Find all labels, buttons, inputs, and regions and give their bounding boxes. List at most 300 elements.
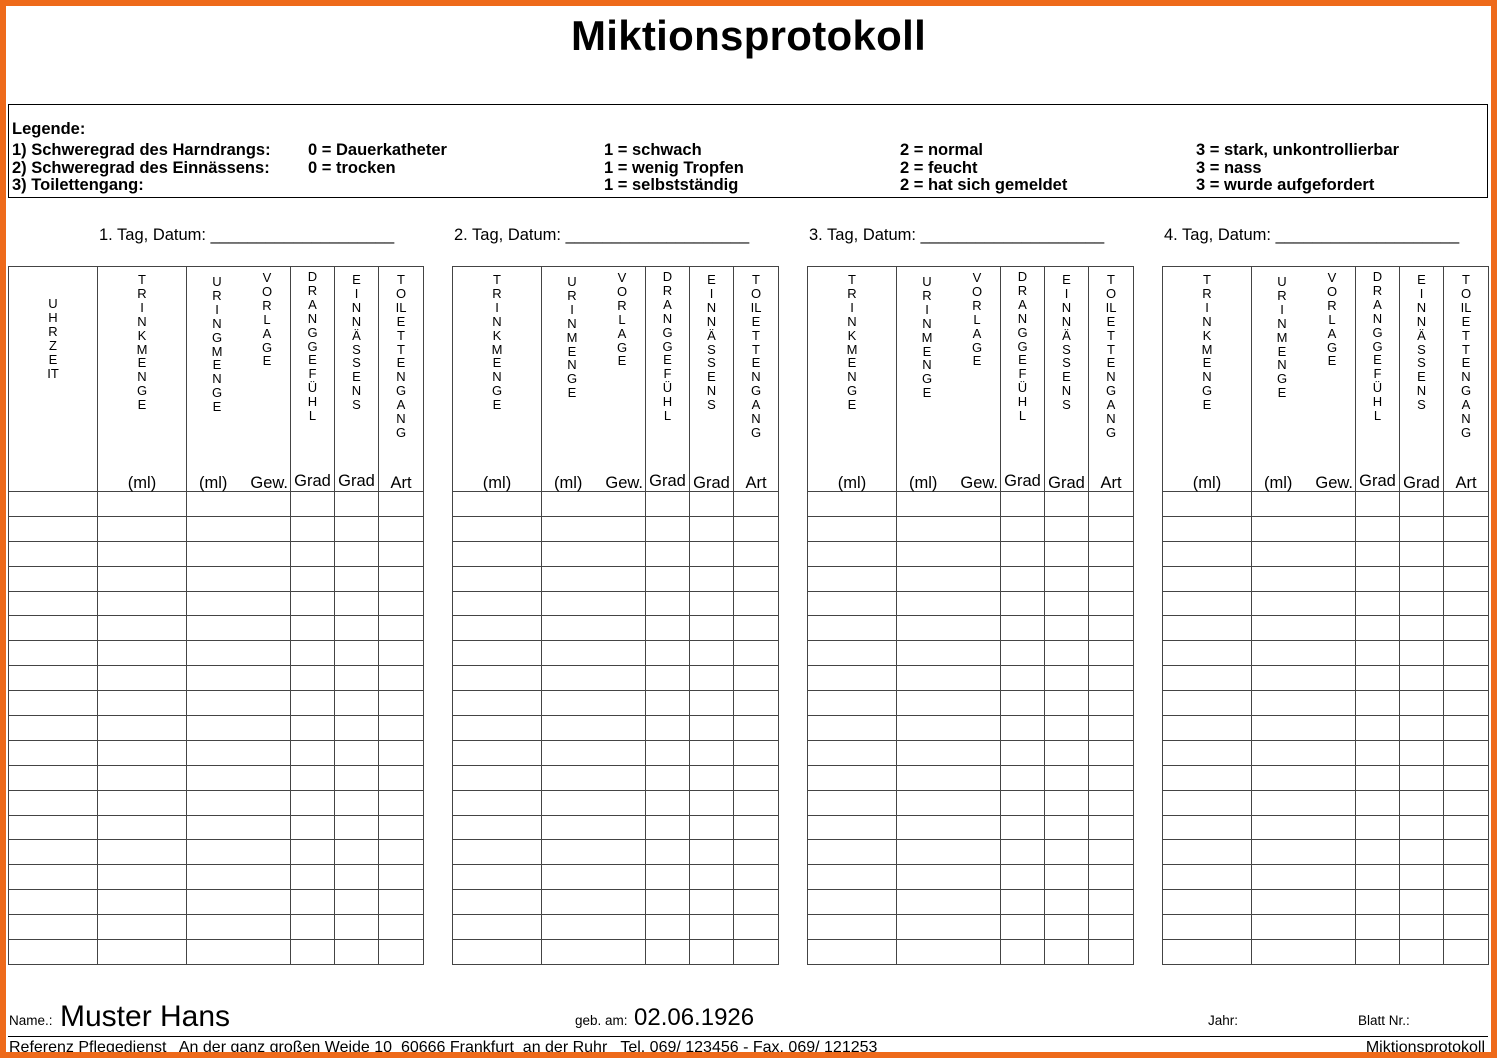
entry-cell[interactable] xyxy=(1001,541,1045,566)
entry-cell[interactable] xyxy=(187,790,291,815)
entry-cell[interactable] xyxy=(1163,591,1252,616)
entry-cell[interactable] xyxy=(1001,740,1045,765)
entry-cell[interactable] xyxy=(379,566,424,591)
entry-cell[interactable] xyxy=(187,691,291,716)
entry-cell[interactable] xyxy=(187,541,291,566)
entry-cell[interactable] xyxy=(690,691,734,716)
entry-cell[interactable] xyxy=(453,865,542,890)
entry-cell[interactable] xyxy=(291,666,335,691)
entry-cell[interactable] xyxy=(335,492,379,517)
entry-cell[interactable] xyxy=(646,666,690,691)
entry-cell[interactable] xyxy=(542,865,646,890)
entry-cell[interactable] xyxy=(1001,591,1045,616)
entry-cell[interactable] xyxy=(734,616,779,641)
entry-cell[interactable] xyxy=(1089,541,1134,566)
entry-cell[interactable] xyxy=(335,541,379,566)
entry-cell[interactable] xyxy=(335,566,379,591)
entry-cell[interactable] xyxy=(1001,815,1045,840)
entry-cell[interactable] xyxy=(1400,666,1444,691)
entry-cell[interactable] xyxy=(187,740,291,765)
entry-cell[interactable] xyxy=(1089,915,1134,940)
entry-cell[interactable] xyxy=(646,865,690,890)
entry-cell[interactable] xyxy=(690,591,734,616)
entry-cell[interactable] xyxy=(734,716,779,741)
entry-cell[interactable] xyxy=(9,716,98,741)
entry-cell[interactable] xyxy=(1045,666,1089,691)
entry-cell[interactable] xyxy=(1400,541,1444,566)
entry-cell[interactable] xyxy=(1045,591,1089,616)
entry-cell[interactable] xyxy=(808,840,897,865)
entry-cell[interactable] xyxy=(646,740,690,765)
entry-cell[interactable] xyxy=(9,840,98,865)
entry-cell[interactable] xyxy=(335,915,379,940)
entry-cell[interactable] xyxy=(1252,815,1356,840)
entry-cell[interactable] xyxy=(542,815,646,840)
entry-cell[interactable] xyxy=(9,641,98,666)
entry-cell[interactable] xyxy=(9,890,98,915)
entry-cell[interactable] xyxy=(808,716,897,741)
entry-cell[interactable] xyxy=(98,940,187,965)
entry-cell[interactable] xyxy=(1252,865,1356,890)
entry-cell[interactable] xyxy=(1356,840,1400,865)
entry-cell[interactable] xyxy=(1001,691,1045,716)
entry-cell[interactable] xyxy=(187,765,291,790)
entry-cell[interactable] xyxy=(1400,915,1444,940)
entry-cell[interactable] xyxy=(1045,641,1089,666)
entry-cell[interactable] xyxy=(335,691,379,716)
entry-cell[interactable] xyxy=(291,541,335,566)
entry-cell[interactable] xyxy=(1045,566,1089,591)
entry-cell[interactable] xyxy=(1356,716,1400,741)
entry-cell[interactable] xyxy=(1252,716,1356,741)
entry-cell[interactable] xyxy=(1163,541,1252,566)
entry-cell[interactable] xyxy=(734,790,779,815)
entry-cell[interactable] xyxy=(1400,815,1444,840)
entry-cell[interactable] xyxy=(734,840,779,865)
entry-cell[interactable] xyxy=(1001,790,1045,815)
entry-cell[interactable] xyxy=(1089,716,1134,741)
entry-cell[interactable] xyxy=(1252,915,1356,940)
entry-cell[interactable] xyxy=(187,940,291,965)
entry-cell[interactable] xyxy=(734,740,779,765)
entry-cell[interactable] xyxy=(453,890,542,915)
entry-cell[interactable] xyxy=(98,915,187,940)
entry-cell[interactable] xyxy=(1356,940,1400,965)
entry-cell[interactable] xyxy=(1163,691,1252,716)
entry-cell[interactable] xyxy=(808,516,897,541)
entry-cell[interactable] xyxy=(734,492,779,517)
entry-cell[interactable] xyxy=(1356,666,1400,691)
entry-cell[interactable] xyxy=(808,541,897,566)
entry-cell[interactable] xyxy=(734,865,779,890)
entry-cell[interactable] xyxy=(690,516,734,541)
entry-cell[interactable] xyxy=(335,815,379,840)
entry-cell[interactable] xyxy=(808,492,897,517)
entry-cell[interactable] xyxy=(9,541,98,566)
entry-cell[interactable] xyxy=(9,790,98,815)
entry-cell[interactable] xyxy=(1252,616,1356,641)
entry-cell[interactable] xyxy=(187,566,291,591)
entry-cell[interactable] xyxy=(542,890,646,915)
entry-cell[interactable] xyxy=(542,616,646,641)
entry-cell[interactable] xyxy=(291,815,335,840)
entry-cell[interactable] xyxy=(542,666,646,691)
entry-cell[interactable] xyxy=(1444,666,1489,691)
entry-cell[interactable] xyxy=(98,790,187,815)
entry-cell[interactable] xyxy=(897,691,1001,716)
entry-cell[interactable] xyxy=(1444,740,1489,765)
entry-cell[interactable] xyxy=(9,566,98,591)
entry-cell[interactable] xyxy=(1356,915,1400,940)
entry-cell[interactable] xyxy=(453,641,542,666)
entry-cell[interactable] xyxy=(734,915,779,940)
entry-cell[interactable] xyxy=(1163,790,1252,815)
entry-cell[interactable] xyxy=(646,840,690,865)
entry-cell[interactable] xyxy=(897,765,1001,790)
entry-cell[interactable] xyxy=(187,865,291,890)
entry-cell[interactable] xyxy=(98,691,187,716)
entry-cell[interactable] xyxy=(291,915,335,940)
entry-cell[interactable] xyxy=(453,716,542,741)
entry-cell[interactable] xyxy=(808,616,897,641)
entry-cell[interactable] xyxy=(453,516,542,541)
entry-cell[interactable] xyxy=(897,790,1001,815)
entry-cell[interactable] xyxy=(1001,516,1045,541)
entry-cell[interactable] xyxy=(335,591,379,616)
entry-cell[interactable] xyxy=(734,541,779,566)
entry-cell[interactable] xyxy=(646,591,690,616)
entry-cell[interactable] xyxy=(1356,865,1400,890)
entry-cell[interactable] xyxy=(1356,616,1400,641)
entry-cell[interactable] xyxy=(1400,790,1444,815)
entry-cell[interactable] xyxy=(187,616,291,641)
entry-cell[interactable] xyxy=(1444,541,1489,566)
entry-cell[interactable] xyxy=(1001,765,1045,790)
entry-cell[interactable] xyxy=(1045,915,1089,940)
entry-cell[interactable] xyxy=(690,566,734,591)
entry-cell[interactable] xyxy=(646,815,690,840)
entry-cell[interactable] xyxy=(1444,516,1489,541)
entry-cell[interactable] xyxy=(1252,641,1356,666)
entry-cell[interactable] xyxy=(897,516,1001,541)
entry-cell[interactable] xyxy=(291,940,335,965)
entry-cell[interactable] xyxy=(808,641,897,666)
entry-cell[interactable] xyxy=(9,616,98,641)
entry-cell[interactable] xyxy=(379,865,424,890)
entry-cell[interactable] xyxy=(646,492,690,517)
entry-cell[interactable] xyxy=(98,840,187,865)
entry-cell[interactable] xyxy=(9,591,98,616)
entry-cell[interactable] xyxy=(542,940,646,965)
entry-cell[interactable] xyxy=(98,815,187,840)
entry-cell[interactable] xyxy=(1089,790,1134,815)
entry-cell[interactable] xyxy=(1400,591,1444,616)
entry-cell[interactable] xyxy=(1089,666,1134,691)
entry-cell[interactable] xyxy=(646,691,690,716)
entry-cell[interactable] xyxy=(1400,616,1444,641)
entry-cell[interactable] xyxy=(98,716,187,741)
entry-cell[interactable] xyxy=(690,815,734,840)
entry-cell[interactable] xyxy=(734,566,779,591)
entry-cell[interactable] xyxy=(1045,740,1089,765)
entry-cell[interactable] xyxy=(1089,940,1134,965)
entry-cell[interactable] xyxy=(1045,765,1089,790)
entry-cell[interactable] xyxy=(291,516,335,541)
entry-cell[interactable] xyxy=(646,890,690,915)
entry-cell[interactable] xyxy=(690,940,734,965)
entry-cell[interactable] xyxy=(646,716,690,741)
entry-cell[interactable] xyxy=(734,516,779,541)
entry-cell[interactable] xyxy=(187,915,291,940)
entry-cell[interactable] xyxy=(291,616,335,641)
entry-cell[interactable] xyxy=(1400,940,1444,965)
entry-cell[interactable] xyxy=(808,591,897,616)
entry-cell[interactable] xyxy=(1252,790,1356,815)
entry-cell[interactable] xyxy=(1444,641,1489,666)
entry-cell[interactable] xyxy=(9,815,98,840)
entry-cell[interactable] xyxy=(1089,492,1134,517)
entry-cell[interactable] xyxy=(897,566,1001,591)
entry-cell[interactable] xyxy=(291,641,335,666)
entry-cell[interactable] xyxy=(1001,716,1045,741)
entry-cell[interactable] xyxy=(1163,840,1252,865)
entry-cell[interactable] xyxy=(542,915,646,940)
entry-cell[interactable] xyxy=(897,815,1001,840)
entry-cell[interactable] xyxy=(1444,591,1489,616)
entry-cell[interactable] xyxy=(897,666,1001,691)
entry-cell[interactable] xyxy=(734,666,779,691)
entry-cell[interactable] xyxy=(98,541,187,566)
entry-cell[interactable] xyxy=(1444,890,1489,915)
entry-cell[interactable] xyxy=(379,541,424,566)
entry-cell[interactable] xyxy=(1444,616,1489,641)
entry-cell[interactable] xyxy=(1356,740,1400,765)
entry-cell[interactable] xyxy=(1400,691,1444,716)
entry-cell[interactable] xyxy=(1252,765,1356,790)
entry-cell[interactable] xyxy=(453,790,542,815)
entry-cell[interactable] xyxy=(1163,940,1252,965)
entry-cell[interactable] xyxy=(808,915,897,940)
entry-cell[interactable] xyxy=(897,915,1001,940)
entry-cell[interactable] xyxy=(291,492,335,517)
entry-cell[interactable] xyxy=(1045,691,1089,716)
entry-cell[interactable] xyxy=(1444,691,1489,716)
entry-cell[interactable] xyxy=(1444,815,1489,840)
entry-cell[interactable] xyxy=(379,641,424,666)
entry-cell[interactable] xyxy=(1045,492,1089,517)
entry-cell[interactable] xyxy=(1163,641,1252,666)
entry-cell[interactable] xyxy=(542,790,646,815)
entry-cell[interactable] xyxy=(897,641,1001,666)
entry-cell[interactable] xyxy=(897,865,1001,890)
entry-cell[interactable] xyxy=(1089,516,1134,541)
entry-cell[interactable] xyxy=(1252,940,1356,965)
entry-cell[interactable] xyxy=(187,840,291,865)
entry-cell[interactable] xyxy=(1400,716,1444,741)
entry-cell[interactable] xyxy=(1356,691,1400,716)
entry-cell[interactable] xyxy=(335,840,379,865)
entry-cell[interactable] xyxy=(1356,765,1400,790)
entry-cell[interactable] xyxy=(542,641,646,666)
entry-cell[interactable] xyxy=(453,566,542,591)
entry-cell[interactable] xyxy=(897,940,1001,965)
entry-cell[interactable] xyxy=(1163,740,1252,765)
entry-cell[interactable] xyxy=(453,541,542,566)
entry-cell[interactable] xyxy=(1089,740,1134,765)
entry-cell[interactable] xyxy=(9,940,98,965)
entry-cell[interactable] xyxy=(335,940,379,965)
entry-cell[interactable] xyxy=(98,641,187,666)
entry-cell[interactable] xyxy=(453,740,542,765)
entry-cell[interactable] xyxy=(1001,940,1045,965)
entry-cell[interactable] xyxy=(1252,591,1356,616)
entry-cell[interactable] xyxy=(1045,890,1089,915)
entry-cell[interactable] xyxy=(808,940,897,965)
entry-cell[interactable] xyxy=(690,616,734,641)
entry-cell[interactable] xyxy=(542,765,646,790)
entry-cell[interactable] xyxy=(542,541,646,566)
entry-cell[interactable] xyxy=(9,915,98,940)
entry-cell[interactable] xyxy=(335,716,379,741)
entry-cell[interactable] xyxy=(897,716,1001,741)
entry-cell[interactable] xyxy=(1045,790,1089,815)
entry-cell[interactable] xyxy=(897,616,1001,641)
entry-cell[interactable] xyxy=(1163,566,1252,591)
entry-cell[interactable] xyxy=(1356,541,1400,566)
entry-cell[interactable] xyxy=(98,890,187,915)
entry-cell[interactable] xyxy=(1045,940,1089,965)
entry-cell[interactable] xyxy=(897,840,1001,865)
entry-cell[interactable] xyxy=(1356,591,1400,616)
entry-cell[interactable] xyxy=(1163,915,1252,940)
entry-cell[interactable] xyxy=(291,740,335,765)
entry-cell[interactable] xyxy=(690,790,734,815)
entry-cell[interactable] xyxy=(897,492,1001,517)
entry-cell[interactable] xyxy=(1163,666,1252,691)
entry-cell[interactable] xyxy=(379,790,424,815)
entry-cell[interactable] xyxy=(1252,566,1356,591)
entry-cell[interactable] xyxy=(335,641,379,666)
entry-cell[interactable] xyxy=(1089,840,1134,865)
entry-cell[interactable] xyxy=(734,940,779,965)
entry-cell[interactable] xyxy=(379,716,424,741)
entry-cell[interactable] xyxy=(1163,716,1252,741)
entry-cell[interactable] xyxy=(9,865,98,890)
entry-cell[interactable] xyxy=(734,591,779,616)
entry-cell[interactable] xyxy=(98,666,187,691)
entry-cell[interactable] xyxy=(335,790,379,815)
entry-cell[interactable] xyxy=(1045,516,1089,541)
entry-cell[interactable] xyxy=(542,740,646,765)
entry-cell[interactable] xyxy=(187,516,291,541)
entry-cell[interactable] xyxy=(1356,890,1400,915)
entry-cell[interactable] xyxy=(1252,840,1356,865)
entry-cell[interactable] xyxy=(1163,492,1252,517)
entry-cell[interactable] xyxy=(9,492,98,517)
entry-cell[interactable] xyxy=(453,765,542,790)
entry-cell[interactable] xyxy=(1163,765,1252,790)
entry-cell[interactable] xyxy=(1400,492,1444,517)
entry-cell[interactable] xyxy=(542,492,646,517)
entry-cell[interactable] xyxy=(1089,691,1134,716)
entry-cell[interactable] xyxy=(187,716,291,741)
entry-cell[interactable] xyxy=(808,566,897,591)
entry-cell[interactable] xyxy=(690,915,734,940)
entry-cell[interactable] xyxy=(808,790,897,815)
entry-cell[interactable] xyxy=(646,616,690,641)
entry-cell[interactable] xyxy=(379,492,424,517)
entry-cell[interactable] xyxy=(897,740,1001,765)
entry-cell[interactable] xyxy=(1252,516,1356,541)
entry-cell[interactable] xyxy=(453,940,542,965)
entry-cell[interactable] xyxy=(1356,815,1400,840)
entry-cell[interactable] xyxy=(808,815,897,840)
entry-cell[interactable] xyxy=(1001,666,1045,691)
entry-cell[interactable] xyxy=(453,840,542,865)
entry-cell[interactable] xyxy=(335,740,379,765)
entry-cell[interactable] xyxy=(1089,890,1134,915)
entry-cell[interactable] xyxy=(379,591,424,616)
entry-cell[interactable] xyxy=(291,591,335,616)
entry-cell[interactable] xyxy=(291,765,335,790)
entry-cell[interactable] xyxy=(453,691,542,716)
entry-cell[interactable] xyxy=(1252,890,1356,915)
entry-cell[interactable] xyxy=(646,641,690,666)
entry-cell[interactable] xyxy=(734,890,779,915)
entry-cell[interactable] xyxy=(98,516,187,541)
entry-cell[interactable] xyxy=(1045,865,1089,890)
entry-cell[interactable] xyxy=(187,890,291,915)
entry-cell[interactable] xyxy=(646,915,690,940)
entry-cell[interactable] xyxy=(1089,865,1134,890)
entry-cell[interactable] xyxy=(379,691,424,716)
entry-cell[interactable] xyxy=(1356,790,1400,815)
entry-cell[interactable] xyxy=(379,940,424,965)
entry-cell[interactable] xyxy=(1356,641,1400,666)
entry-cell[interactable] xyxy=(98,492,187,517)
entry-cell[interactable] xyxy=(1444,915,1489,940)
entry-cell[interactable] xyxy=(1089,591,1134,616)
entry-cell[interactable] xyxy=(897,890,1001,915)
entry-cell[interactable] xyxy=(453,492,542,517)
entry-cell[interactable] xyxy=(9,666,98,691)
entry-cell[interactable] xyxy=(98,591,187,616)
entry-cell[interactable] xyxy=(542,566,646,591)
entry-cell[interactable] xyxy=(1163,865,1252,890)
entry-cell[interactable] xyxy=(453,815,542,840)
entry-cell[interactable] xyxy=(808,765,897,790)
entry-cell[interactable] xyxy=(1252,691,1356,716)
entry-cell[interactable] xyxy=(690,541,734,566)
entry-cell[interactable] xyxy=(335,516,379,541)
entry-cell[interactable] xyxy=(646,940,690,965)
entry-cell[interactable] xyxy=(187,666,291,691)
entry-cell[interactable] xyxy=(1400,566,1444,591)
entry-cell[interactable] xyxy=(1400,740,1444,765)
entry-cell[interactable] xyxy=(734,815,779,840)
entry-cell[interactable] xyxy=(291,890,335,915)
entry-cell[interactable] xyxy=(187,492,291,517)
entry-cell[interactable] xyxy=(1089,815,1134,840)
entry-cell[interactable] xyxy=(1356,566,1400,591)
entry-cell[interactable] xyxy=(646,790,690,815)
entry-cell[interactable] xyxy=(1045,716,1089,741)
entry-cell[interactable] xyxy=(379,815,424,840)
entry-cell[interactable] xyxy=(734,691,779,716)
entry-cell[interactable] xyxy=(1444,765,1489,790)
entry-cell[interactable] xyxy=(1400,865,1444,890)
entry-cell[interactable] xyxy=(98,740,187,765)
